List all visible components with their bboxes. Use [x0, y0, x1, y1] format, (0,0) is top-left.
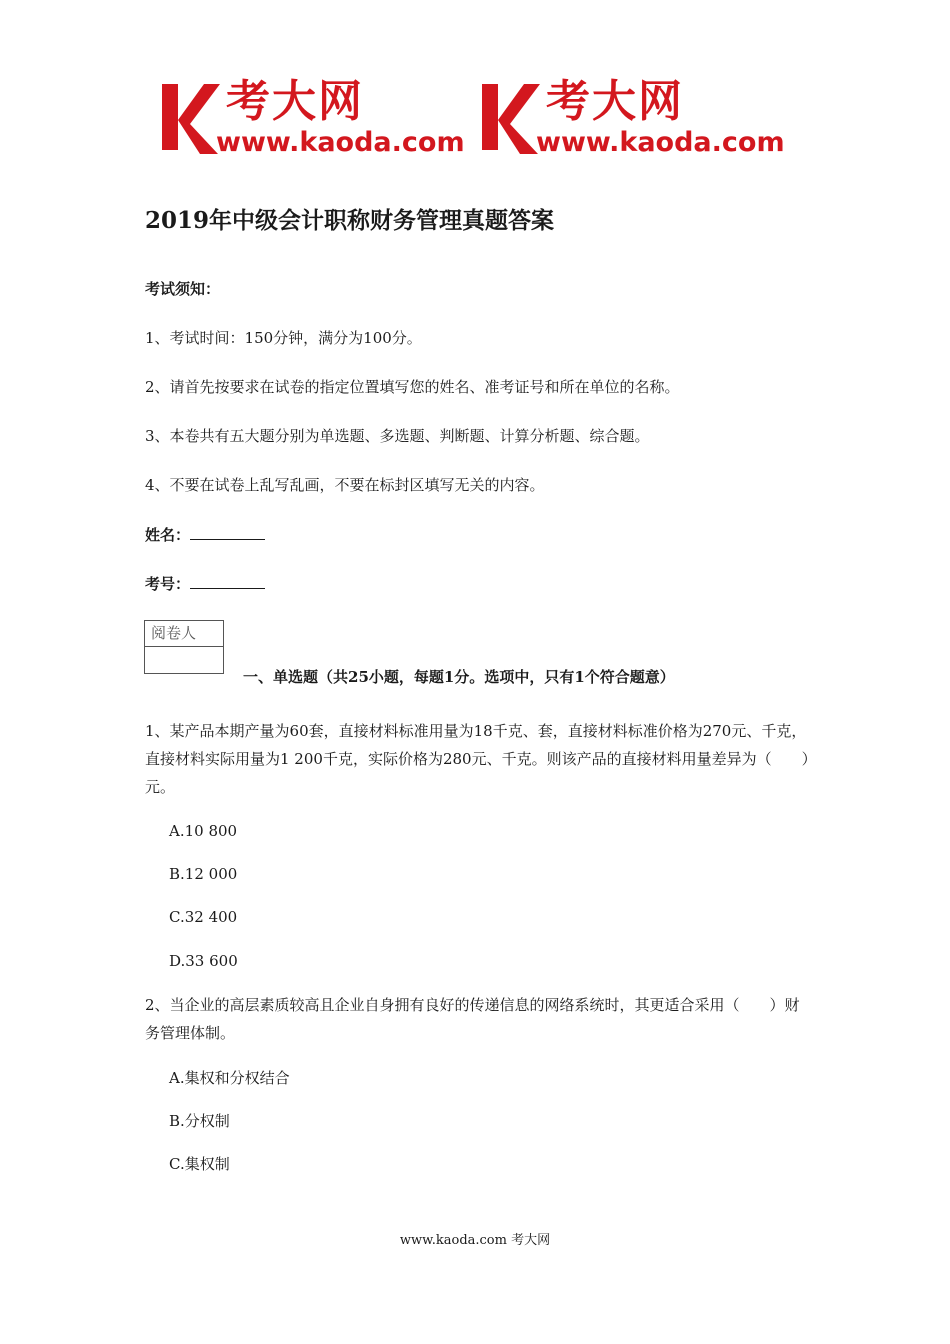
- name-blank[interactable]: [190, 525, 265, 540]
- section-title: 一、单选题（共25小题，每题1分。选项中，只有1个符合题意）: [243, 668, 675, 686]
- logo-url: www.kaoda.com: [216, 127, 465, 158]
- option-item: D.33 600: [169, 952, 238, 970]
- logo-url: www.kaoda.com: [536, 127, 785, 158]
- name-label: 姓名：: [145, 526, 191, 544]
- page-title: 2019年中级会计职称财务管理真题答案: [145, 207, 555, 234]
- question-text: 1、某产品本期产量为60套，直接材料标准用量为18千克、套，直接材料标准价格为270元、千克，直接材料实际用量为1 200千克，实际价格为280元、千克。则该产品的直接材料用量差异为（ ）元。: [145, 722, 810, 796]
- notice-item: 3、本卷共有五大题分别为单选题、多选题、判断题、计算分析题、综合题。: [145, 427, 650, 445]
- notice-item: 1、考试时间：150分钟，满分为100分。: [145, 329, 422, 347]
- id-field[interactable]: [145, 573, 265, 594]
- k-logo-icon: [480, 80, 540, 154]
- id-blank[interactable]: [190, 574, 265, 589]
- notice-heading: 考试须知：: [145, 280, 221, 298]
- option-item: B.分权制: [169, 1112, 230, 1130]
- notice-item: 2、请首先按要求在试卷的指定位置填写您的姓名、准考证号和所在单位的名称。: [145, 378, 680, 396]
- notice-item: 4、不要在试卷上乱写乱画，不要在标封区填写无关的内容。: [145, 476, 545, 494]
- logo-brand: 考大网: [546, 76, 684, 127]
- option-item: A.集权和分权结合: [169, 1069, 290, 1087]
- option-item: A.10 800: [169, 822, 238, 840]
- name-field[interactable]: [145, 524, 265, 545]
- page-footer: www.kaoda.com 考大网: [399, 1233, 551, 1248]
- question-text: 2、当企业的高层素质较高且企业自身拥有良好的传递信息的网络系统时，其更适合采用（ ）财务管理体制。: [145, 996, 800, 1042]
- option-item: C.集权制: [169, 1155, 230, 1173]
- k-logo-icon: [160, 80, 220, 154]
- option-item: B.12 000: [169, 865, 238, 883]
- id-label: 考号：: [145, 575, 191, 593]
- grader-box: [144, 620, 224, 674]
- option-item: C.32 400: [169, 908, 238, 926]
- grader-label: 阅卷人: [145, 621, 223, 647]
- logo-brand: 考大网: [226, 76, 364, 127]
